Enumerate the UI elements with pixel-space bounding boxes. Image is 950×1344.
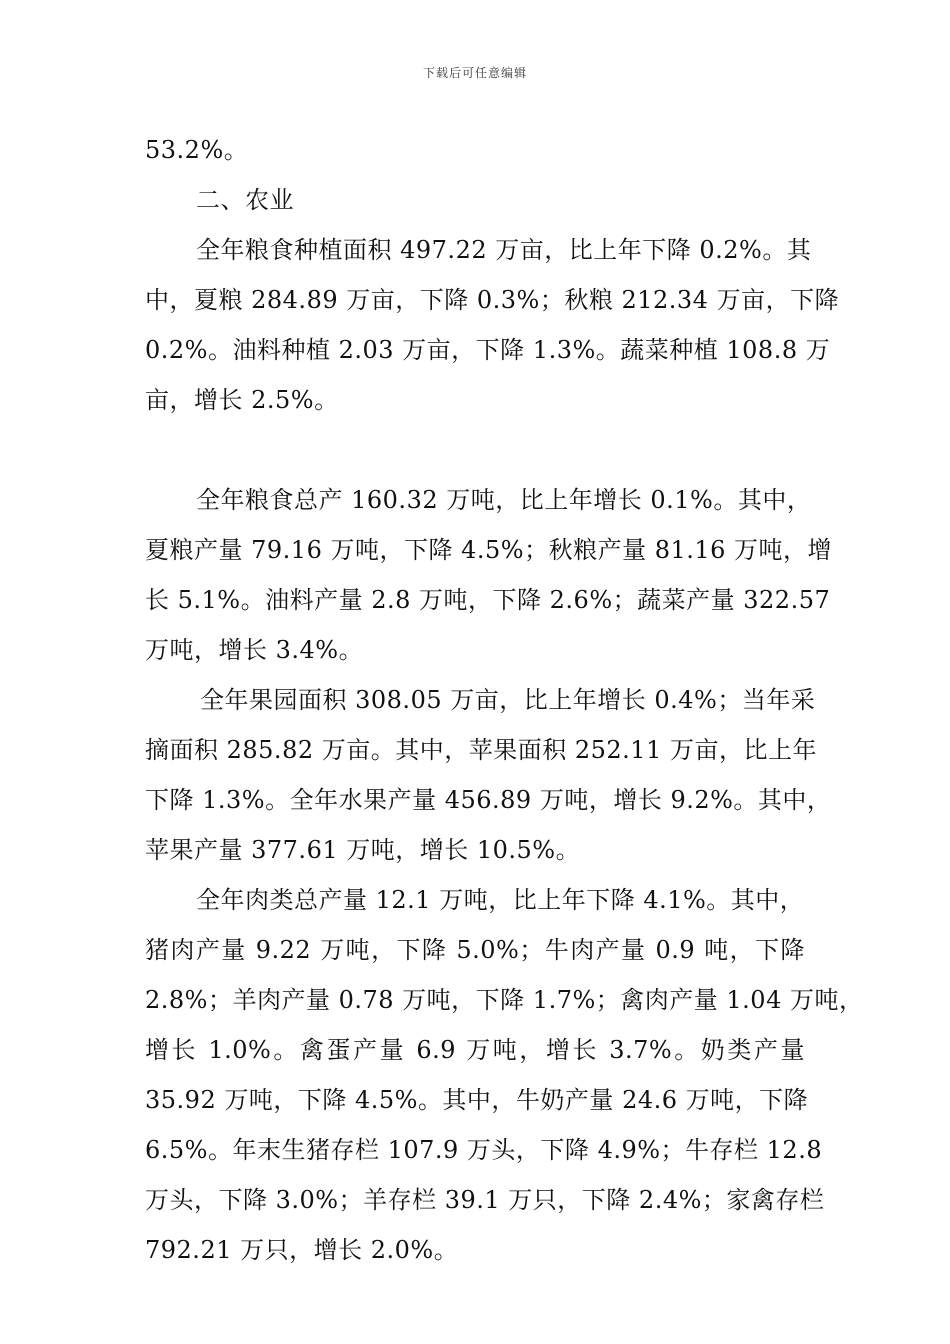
text-line: 2.8%；羊肉产量 0.78 万吨，下降 1.7%；禽肉产量 1.04 万吨， bbox=[145, 986, 864, 1014]
text-line: 万头，下降 3.0%；羊存栏 39.1 万只，下降 2.4%；家禽存栏 bbox=[145, 1186, 825, 1214]
text-line: 中，夏粮 284.89 万亩，下降 0.3%；秋粮 212.34 万亩，下降 bbox=[145, 286, 840, 314]
text-line: 全年粮食总产 160.32 万吨，比上年增长 0.1%。其中， bbox=[196, 486, 812, 514]
text-line: 792.21 万只，增长 2.0%。 bbox=[145, 1236, 459, 1264]
text-line: 摘面积 285.82 万亩。其中，苹果面积 252.11 万亩，比上年 bbox=[145, 736, 817, 764]
text-line: 夏粮产量 79.16 万吨，下降 4.5%；秋粮产量 81.16 万吨，增 bbox=[145, 536, 833, 564]
text-line: 增长 1.0%。禽蛋产量 6.9 万吨，增长 3.7%。奶类产量 bbox=[145, 1036, 805, 1064]
section-heading: 二、农业 bbox=[196, 186, 294, 214]
text-line: 全年肉类总产量 12.1 万吨，比上年下降 4.1%。其中， bbox=[196, 886, 805, 914]
text-line: 全年粮食种植面积 497.22 万亩，比上年下降 0.2%。其 bbox=[196, 236, 812, 264]
text-line: 猪肉产量 9.22 万吨，下降 5.0%；牛肉产量 0.9 吨，下降 bbox=[145, 936, 805, 964]
page-header: 下载后可任意编辑 bbox=[422, 66, 527, 80]
text-line: 苹果产量 377.61 万吨，增长 10.5%。 bbox=[145, 836, 581, 864]
text-line: 长 5.1%。油料产量 2.8 万吨，下降 2.6%；蔬菜产量 322.57 bbox=[145, 586, 831, 614]
text-line: 6.5%。年末生猪存栏 107.9 万头，下降 4.9%；牛存栏 12.8 bbox=[145, 1136, 823, 1164]
text-line: 全年果园面积 308.05 万亩，比上年增长 0.4%；当年采 bbox=[200, 686, 816, 714]
text-line: 亩，增长 2.5%。 bbox=[145, 386, 339, 414]
text-line: 0.2%。油料种植 2.03 万亩，下降 1.3%。蔬菜种植 108.8 万 bbox=[145, 336, 831, 364]
text-line: 下降 1.3%。全年水果产量 456.89 万吨，增长 9.2%。其中， bbox=[145, 786, 832, 814]
text-line: 53.2%。 bbox=[145, 136, 249, 164]
text-line: 35.92 万吨，下降 4.5%。其中，牛奶产量 24.6 万吨，下降 bbox=[145, 1086, 809, 1114]
text-line: 万吨，增长 3.4%。 bbox=[145, 636, 364, 664]
